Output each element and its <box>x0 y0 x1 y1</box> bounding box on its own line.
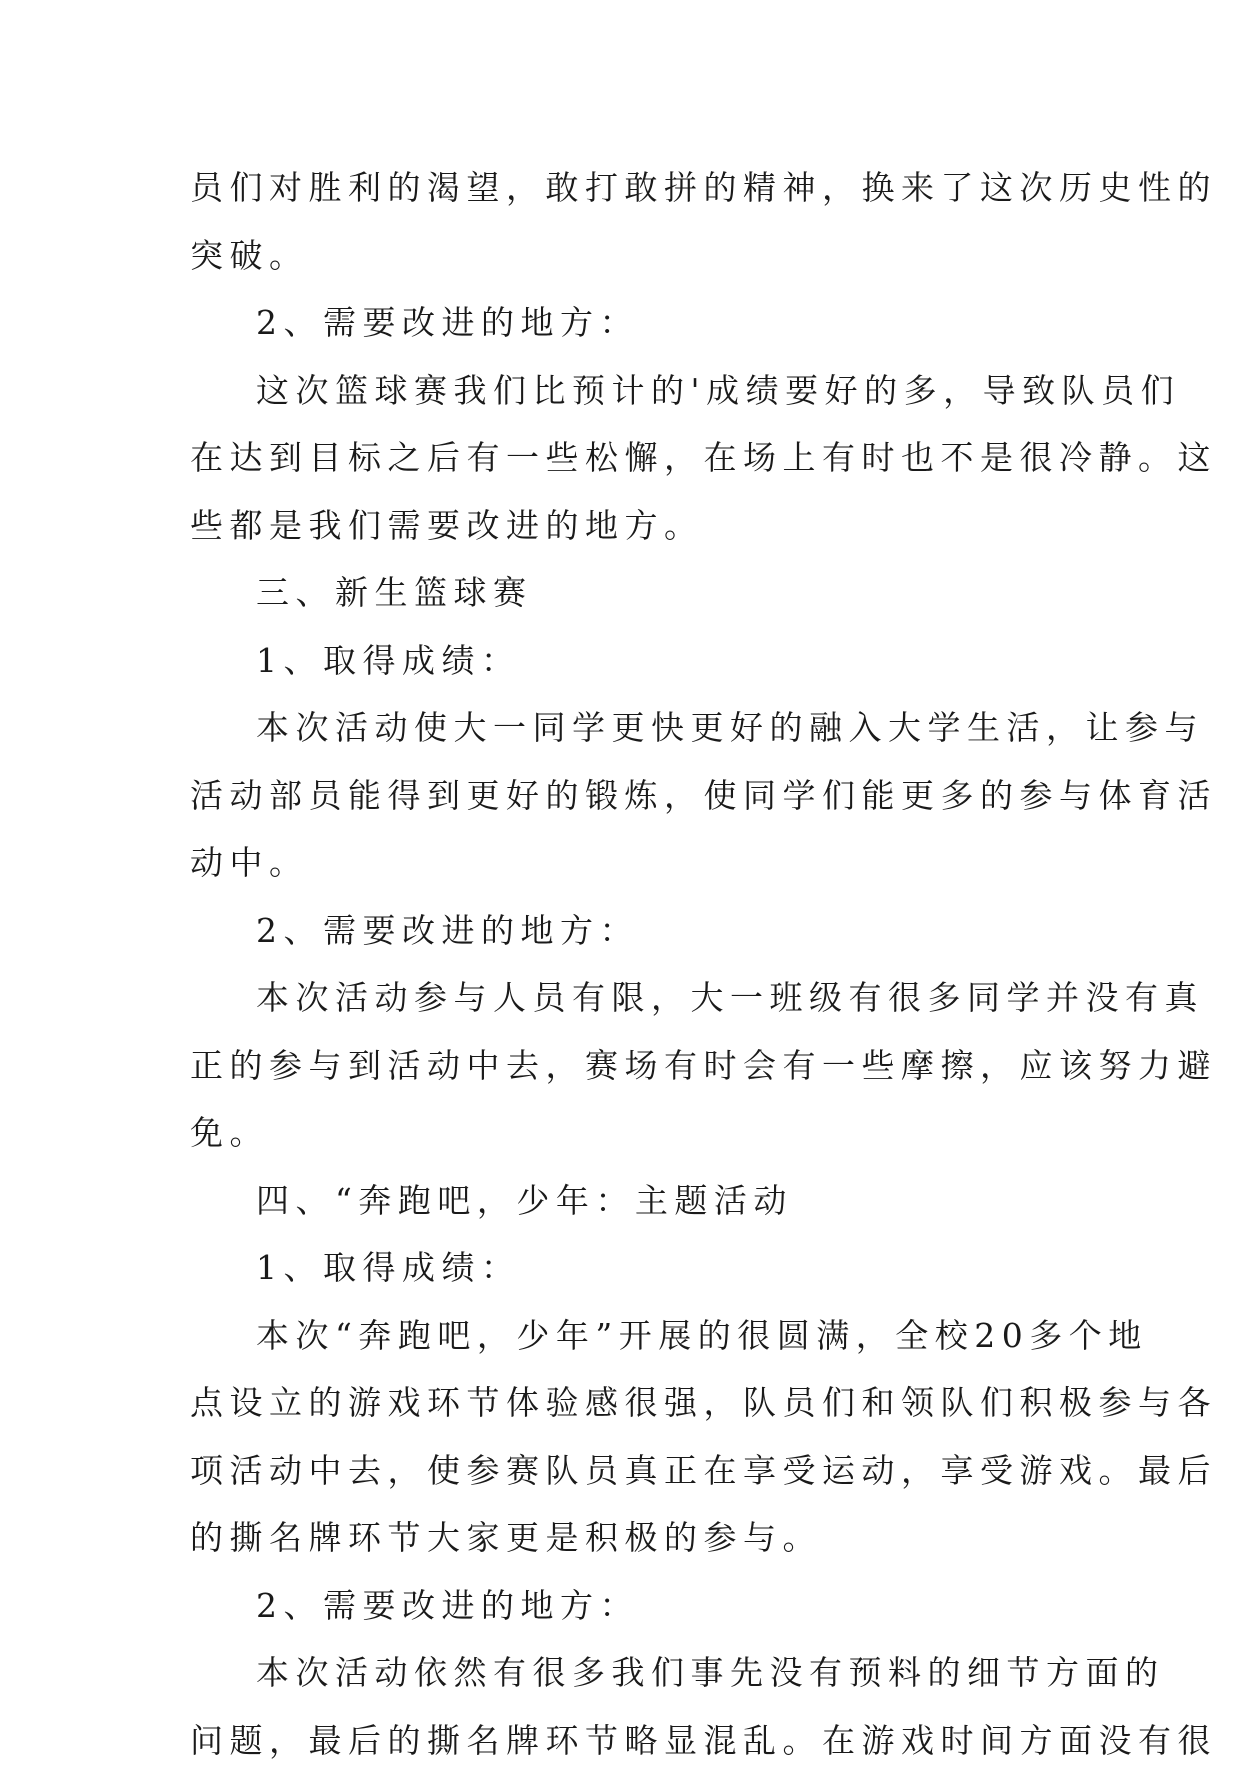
subsection-heading: 2、需要改进的地方： <box>190 1572 1052 1640</box>
document-body <box>190 154 1052 1774</box>
text-line: 动中。 <box>190 829 1052 897</box>
text-line: 突破。 <box>190 222 1052 290</box>
subsection-heading: 2、需要改进的地方： <box>190 289 1052 357</box>
paragraph-start: 本次活动使大一同学更快更好的融入大学生活，让参与 <box>190 694 1052 762</box>
text-line: 活动部员能得到更好的锻炼，使同学们能更多的参与体育活 <box>190 762 1052 830</box>
text-line: 在达到目标之后有一些松懈，在场上有时也不是很冷静。这 <box>190 424 1052 492</box>
paragraph-start: 本次活动参与人员有限，大一班级有很多同学并没有真 <box>190 964 1052 1032</box>
text-line: 的撕名牌环节大家更是积极的参与。 <box>190 1504 1052 1572</box>
section-heading: 三、新生篮球赛 <box>190 559 1052 627</box>
text-line: 员们对胜利的渴望，敢打敢拼的精神，换来了这次历史性的 <box>190 154 1052 222</box>
subsection-heading: 2、需要改进的地方： <box>190 897 1052 965</box>
text-line: 项活动中去，使参赛队员真正在享受运动，享受游戏。最后 <box>190 1437 1052 1505</box>
text-line: 正的参与到活动中去，赛场有时会有一些摩擦，应该努力避 <box>190 1032 1052 1100</box>
paragraph-start: 本次活动依然有很多我们事先没有预料的细节方面的 <box>190 1639 1052 1707</box>
text-line: 问题，最后的撕名牌环节略显混乱。在游戏时间方面没有很 <box>190 1707 1052 1774</box>
paragraph-start: 这次篮球赛我们比预计的'成绩要好的多，导致队员们 <box>190 357 1052 425</box>
text-line: 免。 <box>190 1099 1052 1167</box>
subsection-heading: 1、取得成绩： <box>190 627 1052 695</box>
text-line: 点设立的游戏环节体验感很强，队员们和领队们积极参与各 <box>190 1369 1052 1437</box>
section-heading: 四、“奔跑吧，少年：主题活动 <box>190 1167 1052 1235</box>
subsection-heading: 1、取得成绩： <box>190 1234 1052 1302</box>
text-line: 些都是我们需要改进的地方。 <box>190 492 1052 560</box>
paragraph-start: 本次“奔跑吧，少年”开展的很圆满，全校20多个地 <box>190 1302 1052 1370</box>
